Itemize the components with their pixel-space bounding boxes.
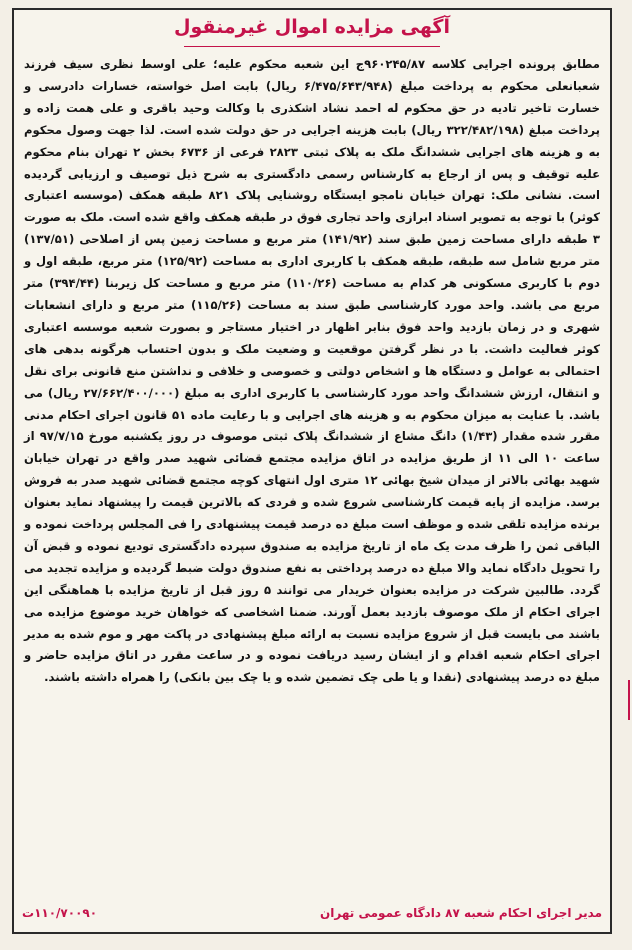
notice-title: آگهی مزایده اموال غیرمنقول bbox=[174, 16, 450, 38]
notice-code: ۱۱۰/۷۰۰۹۰ت bbox=[22, 906, 98, 920]
margin-mark bbox=[624, 680, 630, 720]
auction-notice bbox=[12, 8, 612, 934]
notice-body: مطابق پرونده اجرایی کلاسه ۹۶۰۲۴۵/۸۷ج این شعبه محکوم علیه؛ علی اوسط نظری سیف فرزند شعبانعلی محکوم به پرداخت مبلغ (۶/۴۷۵/۶۴۳/۹۴۸ ریال) بابت اصل خواسته، خسارات دادرسی و خسارت تاخیر تادیه در حق محکوم له احمد نشاد اشکذری با وکالت وحید باقری و علی همت زاده و پرداخت مبلغ (۳۲۲/۴۸۲/۱۹۸ ریال) بابت هزینه اجرایی در حق دولت شده است. لذا جهت وصول محکوم به و هزینه های اجرایی ششدانگ ملک به پلاک ثبتی ۲۸۲۳ فرعی از ۶۷۳۶ بخش ۲ تهران بنام محکوم علیه توقیف و پس از ارجاع به کارشناس رسمی دادگستری به شرح ذیل توصیف و ارزیابی گردیده است. نشانی ملک: تهران خیابان نامجو ایستگاه روشنایی پلاک ۸۲۱ طبقه همکف (موسسه اعتباری کوثر) با توجه به تصویر اسناد ابرازی واحد تجاری فوق در طبقه همکف واقع شده است. ملک به صورت ۳ طبقه دارای مساحت زمین طبق سند (۱۴۱/۹۲) متر مربع و مساحت زمین پس از اصلاحی (۱۳۷/۵۱) متر مربع شامل سه طبقه، طبقه همکف با کاربری اداری به مساحت (۱۲۵/۹۲) متر مربع، طبقه اول و دوم با کاربری مسکونی هر کدام به مساحت (۱۱۰/۲۶) متر مربع و مساحت کل زیربنا (۳۹۴/۴۴) متر مربع می باشد. واحد مورد کارشناسی طبق سند به مساحت (۱۱۵/۲۶) متر مربع و دارای انشعابات شهری و در زمان بازدید واحد فوق بنابر اظهار در اختیار مستاجر و بصورت شعبه موسسه اعتباری کوثر فعالیت داشت. با در نظر گرفتن موقعیت و وضعیت ملک و بدون احتساب هرگونه بدهی های احتمالی به عوامل و دستگاه ها و اشخاص دولتی و خصوصی و خلافی و نداشتن منع قانونی برای نقل و انتقال، ارزش ششدانگ واحد مورد کارشناسی با کاربری اداری به مبلغ (۲۷/۶۶۲/۴۰۰/۰۰۰ ریال) می باشد. با عنایت به میزان محکوم به و هزینه های اجرایی و با رعایت ماده ۵۱ قانون اجرای احکام مدنی مقرر شده مقدار (۱/۴۳) دانگ مشاع از ششدانگ پلاک ثبتی موصوف در روز یکشنبه مورخ ۹۷/۷/۱۵ از ساعت ۱۰ الی ۱۱ از طریق مزایده در اتاق مزایده مجتمع قضائی شهید صدر واقع در تهران خیابان شهید بهائی بالاتر از میدان شیخ بهائی ۱۲ متری اول انتهای کوچه مجتمع قضائی شهید صدر به فروش برسد. مزایده از پایه قیمت کارشناسی شروع شده و فردی که بالاترین قیمت را پیشنهاد نماید بعنوان برنده مزایده تلقی شده و موظف است مبلغ ده درصد قیمت پیشنهادی را فی المجلس پرداخت نموده و الباقی ثمن را ظرف مدت یک ماه از تاریخ مزایده به صندوق سپرده دادگستری تودیع نموده و قبض آن را تحویل دادگاه نماید والا مبلغ ده درصد پرداختی به نفع صندوق دولت ضبط گردیده و مزایده تجدید می گردد. طالبین شرکت در مزایده بعنوان خریدار می توانند ۵ روز قبل از تاریخ مزایده با هماهنگی این اجرای احکام از ملک موصوف بازدید بعمل آورند. ضمنا اشخاصی که خواهان خرید موضوع مزایده می باشند می بایست قبل از شروع مزایده نسبت به ارائه مبلغ پیشنهادی در پاکت مهر و موم شده به مدیر اجرای احکام شعبه اقدام و از ایشان رسید دریافت نموده و در ساعت مقرر در اتاق مزایده حاضر و مبلغ ده درصد پیشنهادی (نقدا و یا طی چک تضمین شده و یا چک بین بانکی) را همراه داشته باشند. bbox=[24, 57, 600, 685]
notice-signature: مدیر اجرای احکام شعبه ۸۷ دادگاه عمومی تهران bbox=[320, 906, 602, 920]
notice-footer bbox=[22, 906, 602, 926]
title-underline bbox=[184, 46, 440, 47]
